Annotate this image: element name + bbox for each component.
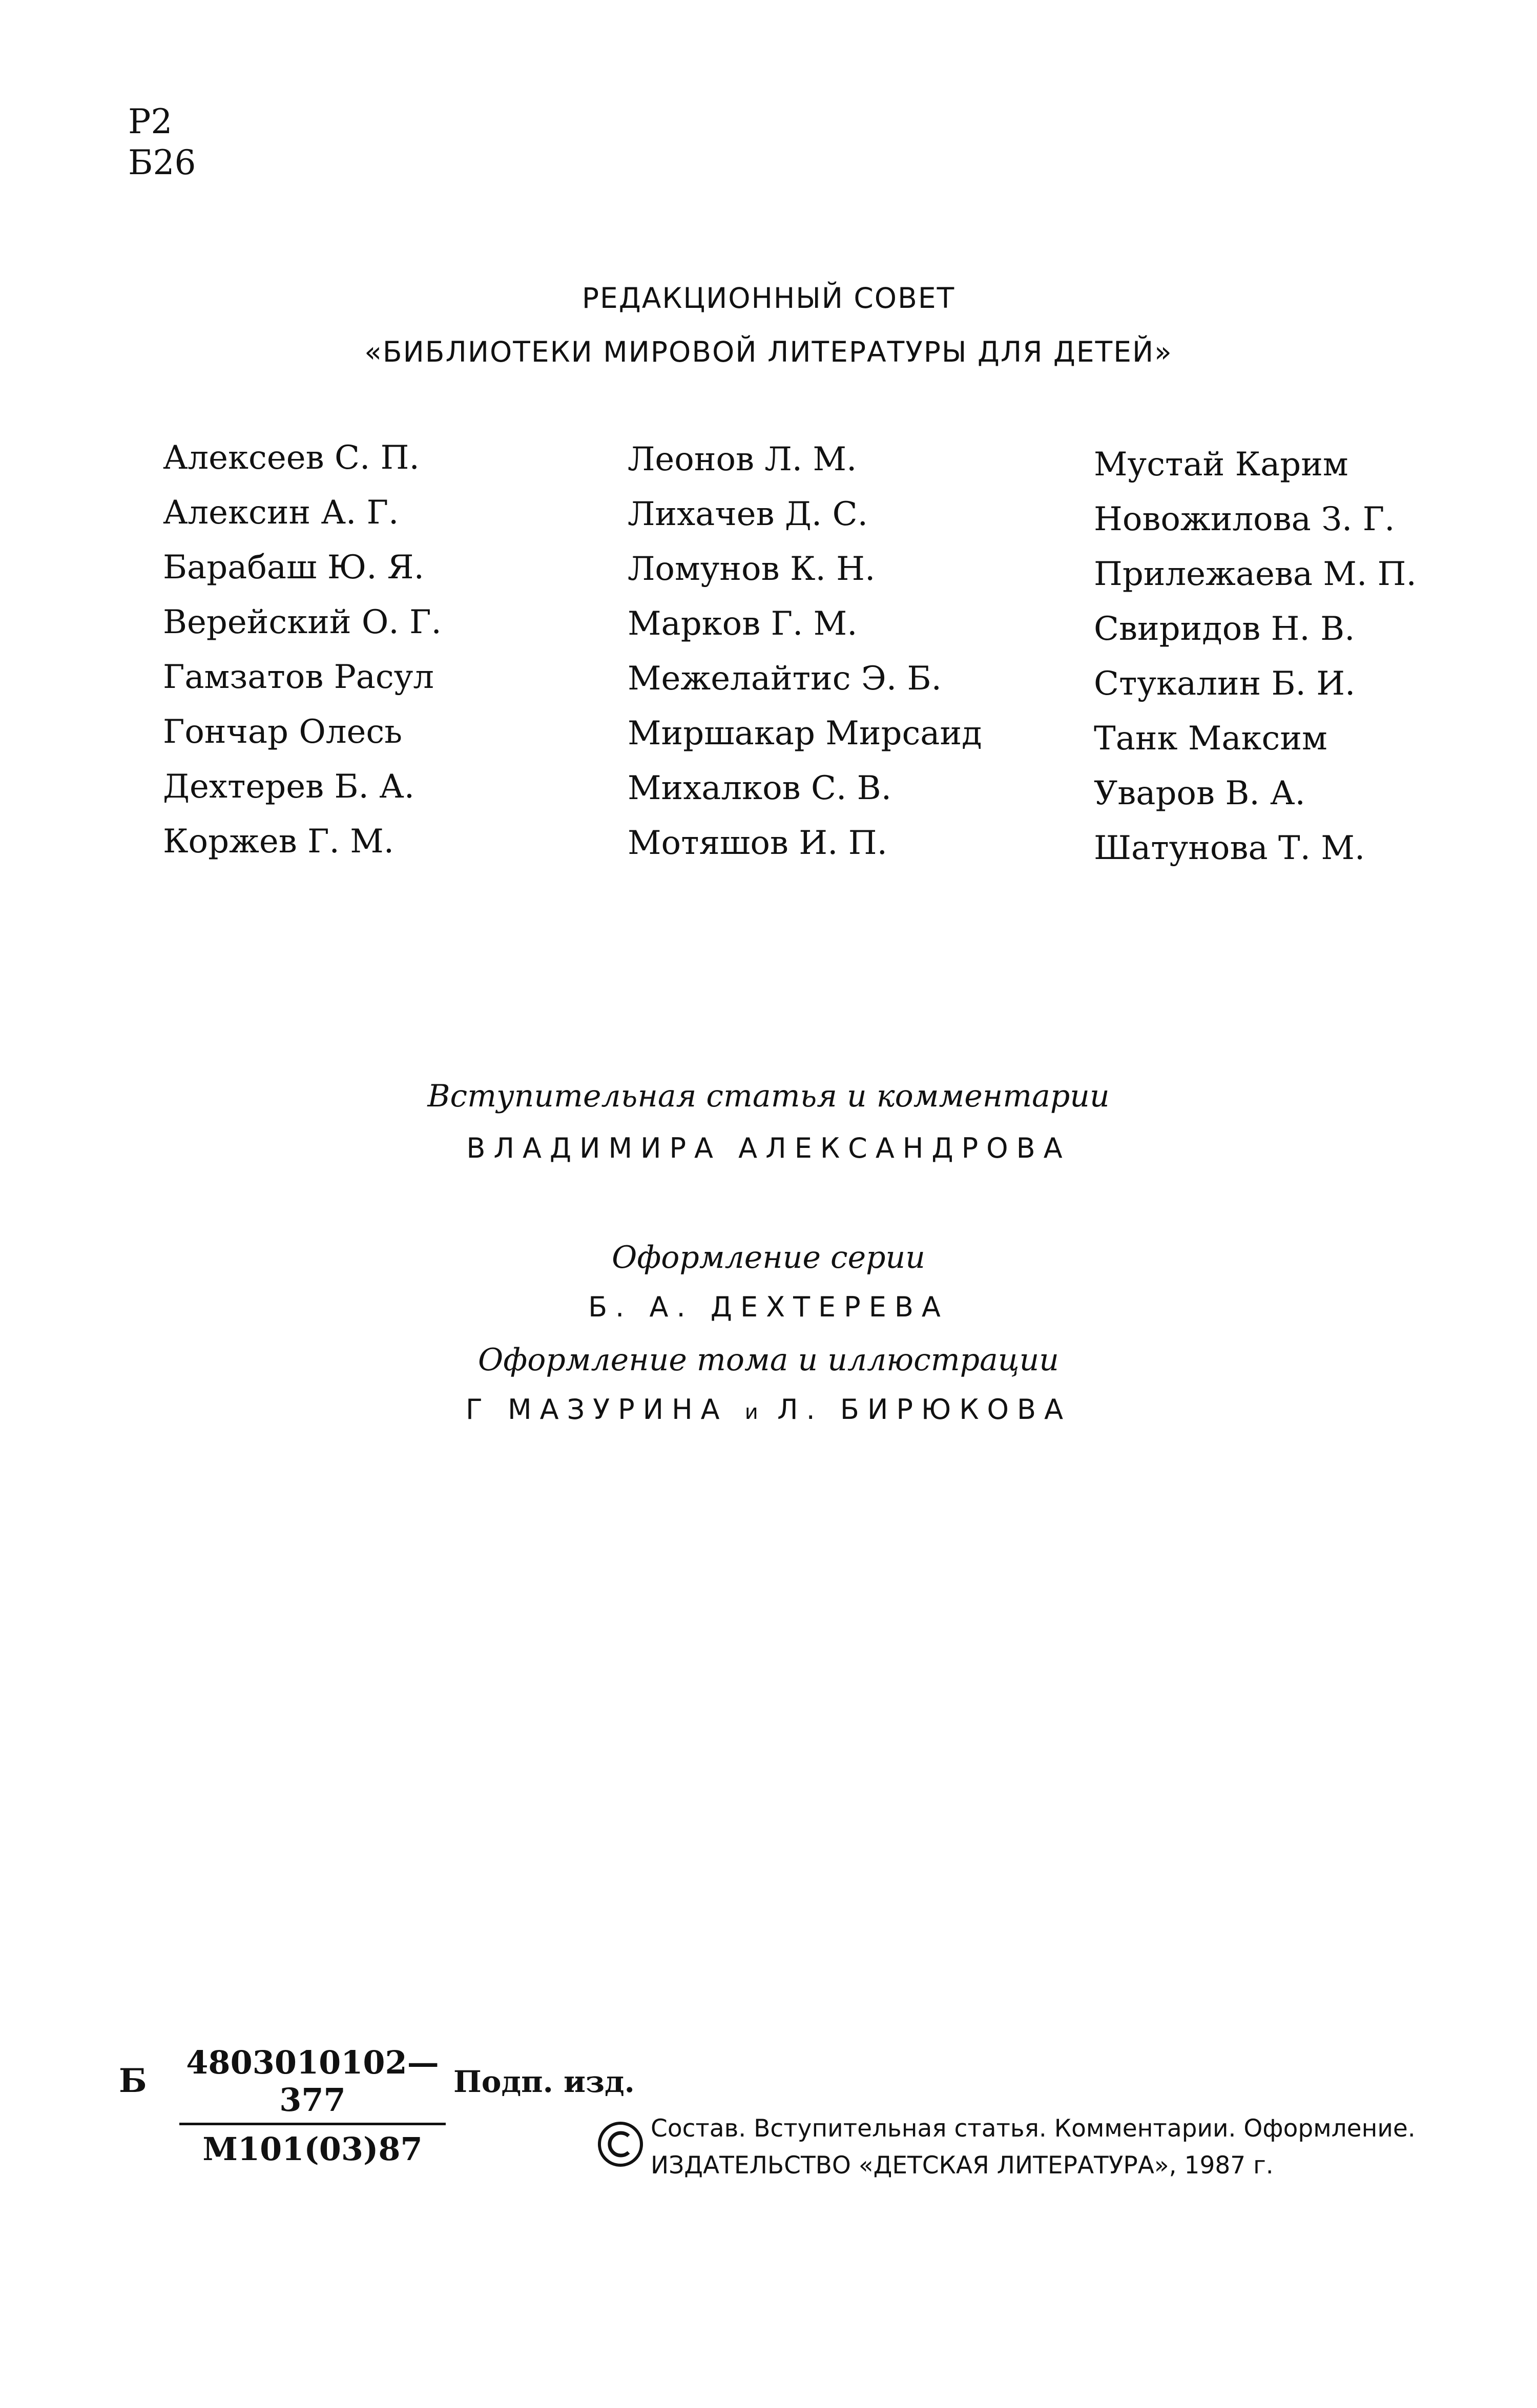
council-column-2 (628, 443, 1089, 882)
council-member: Гончар Олесь (163, 713, 403, 751)
illustrator-2: Л. БИРЮКОВА (777, 1393, 1072, 1426)
council-member: Леонов Л. М. (628, 441, 857, 478)
council-member: Мустай Карим (1094, 446, 1348, 484)
council-member: Миршакар Мирсаид (628, 715, 982, 752)
conjunction: и (744, 1400, 760, 1424)
council-member: Ломунов К. Н. (628, 550, 876, 588)
copyright-line-1: Состав. Вступительная статья. Комментарии. Оформление. (651, 2114, 1416, 2143)
copyright-icon (597, 2121, 644, 2168)
council-member: Марков Г. М. (628, 605, 858, 643)
volume-design-names (0, 1393, 1537, 1426)
code-note: Подп. изд. (453, 2064, 635, 2099)
council-column-3 (1094, 448, 1537, 887)
intro-credit-name: ВЛАДИМИРА АЛЕКСАНДРОВА (466, 1132, 1071, 1164)
council-member: Дехтерев Б. А. (163, 768, 415, 806)
volume-design-label: Оформление тома и иллюстрации (478, 1342, 1059, 1378)
council-member: Лихачев Д. С. (628, 495, 868, 533)
classification-line-1: Р2 (128, 102, 173, 141)
council-member: Барабаш Ю. Я. (163, 549, 424, 587)
code-numerator: 4803010102—377 (179, 2044, 446, 2125)
council-title-line-1: РЕДАКЦИОННЫЙ СОВЕТ (581, 282, 956, 315)
council-member: Прилежаева М. П. (1094, 555, 1417, 593)
council-member: Новожилова З. Г. (1094, 500, 1395, 538)
council-member: Стукалин Б. И. (1094, 665, 1356, 703)
council-column-1 (163, 439, 624, 880)
copyright-line-2: ИЗДАТЕЛЬСТВО «ДЕТСКАЯ ЛИТЕРАТУРА», 1987 г. (651, 2151, 1274, 2180)
intro-credit-label: Вступительная статья и комментарии (427, 1078, 1110, 1114)
council-member: Уваров В. А. (1094, 774, 1305, 812)
classification-line-2: Б26 (128, 143, 196, 182)
council-member: Танк Максим (1094, 720, 1327, 758)
council-member: Свиридов Н. В. (1094, 610, 1355, 648)
code-denominator: М101(03)87 (202, 2130, 423, 2168)
council-member: Шатунова Т. М. (1094, 829, 1365, 867)
council-member: Гамзатов Расул (163, 658, 434, 696)
catalog-code (179, 2044, 446, 2168)
council-member: Межелайтис Э. Б. (628, 660, 942, 698)
series-design-label: Оформление серии (612, 1240, 925, 1275)
council-member: Коржев Г. М. (163, 823, 394, 861)
council-member: Алексеев С. П. (163, 439, 420, 477)
council-member: Мотяшов И. П. (628, 824, 887, 862)
series-design-name: Б. А. ДЕХТЕРЕВА (588, 1291, 949, 1323)
council-member: Алексин А. Г. (163, 494, 399, 532)
council-member: Верейский О. Г. (163, 603, 442, 641)
code-letter: Б (119, 2062, 147, 2100)
council-title-line-2: «БИБЛИОТЕКИ МИРОВОЙ ЛИТЕРАТУРЫ ДЛЯ ДЕТЕЙ» (364, 336, 1173, 368)
council-member: Михалков С. В. (628, 769, 892, 807)
illustrator-1: Г МАЗУРИНА (465, 1393, 728, 1426)
